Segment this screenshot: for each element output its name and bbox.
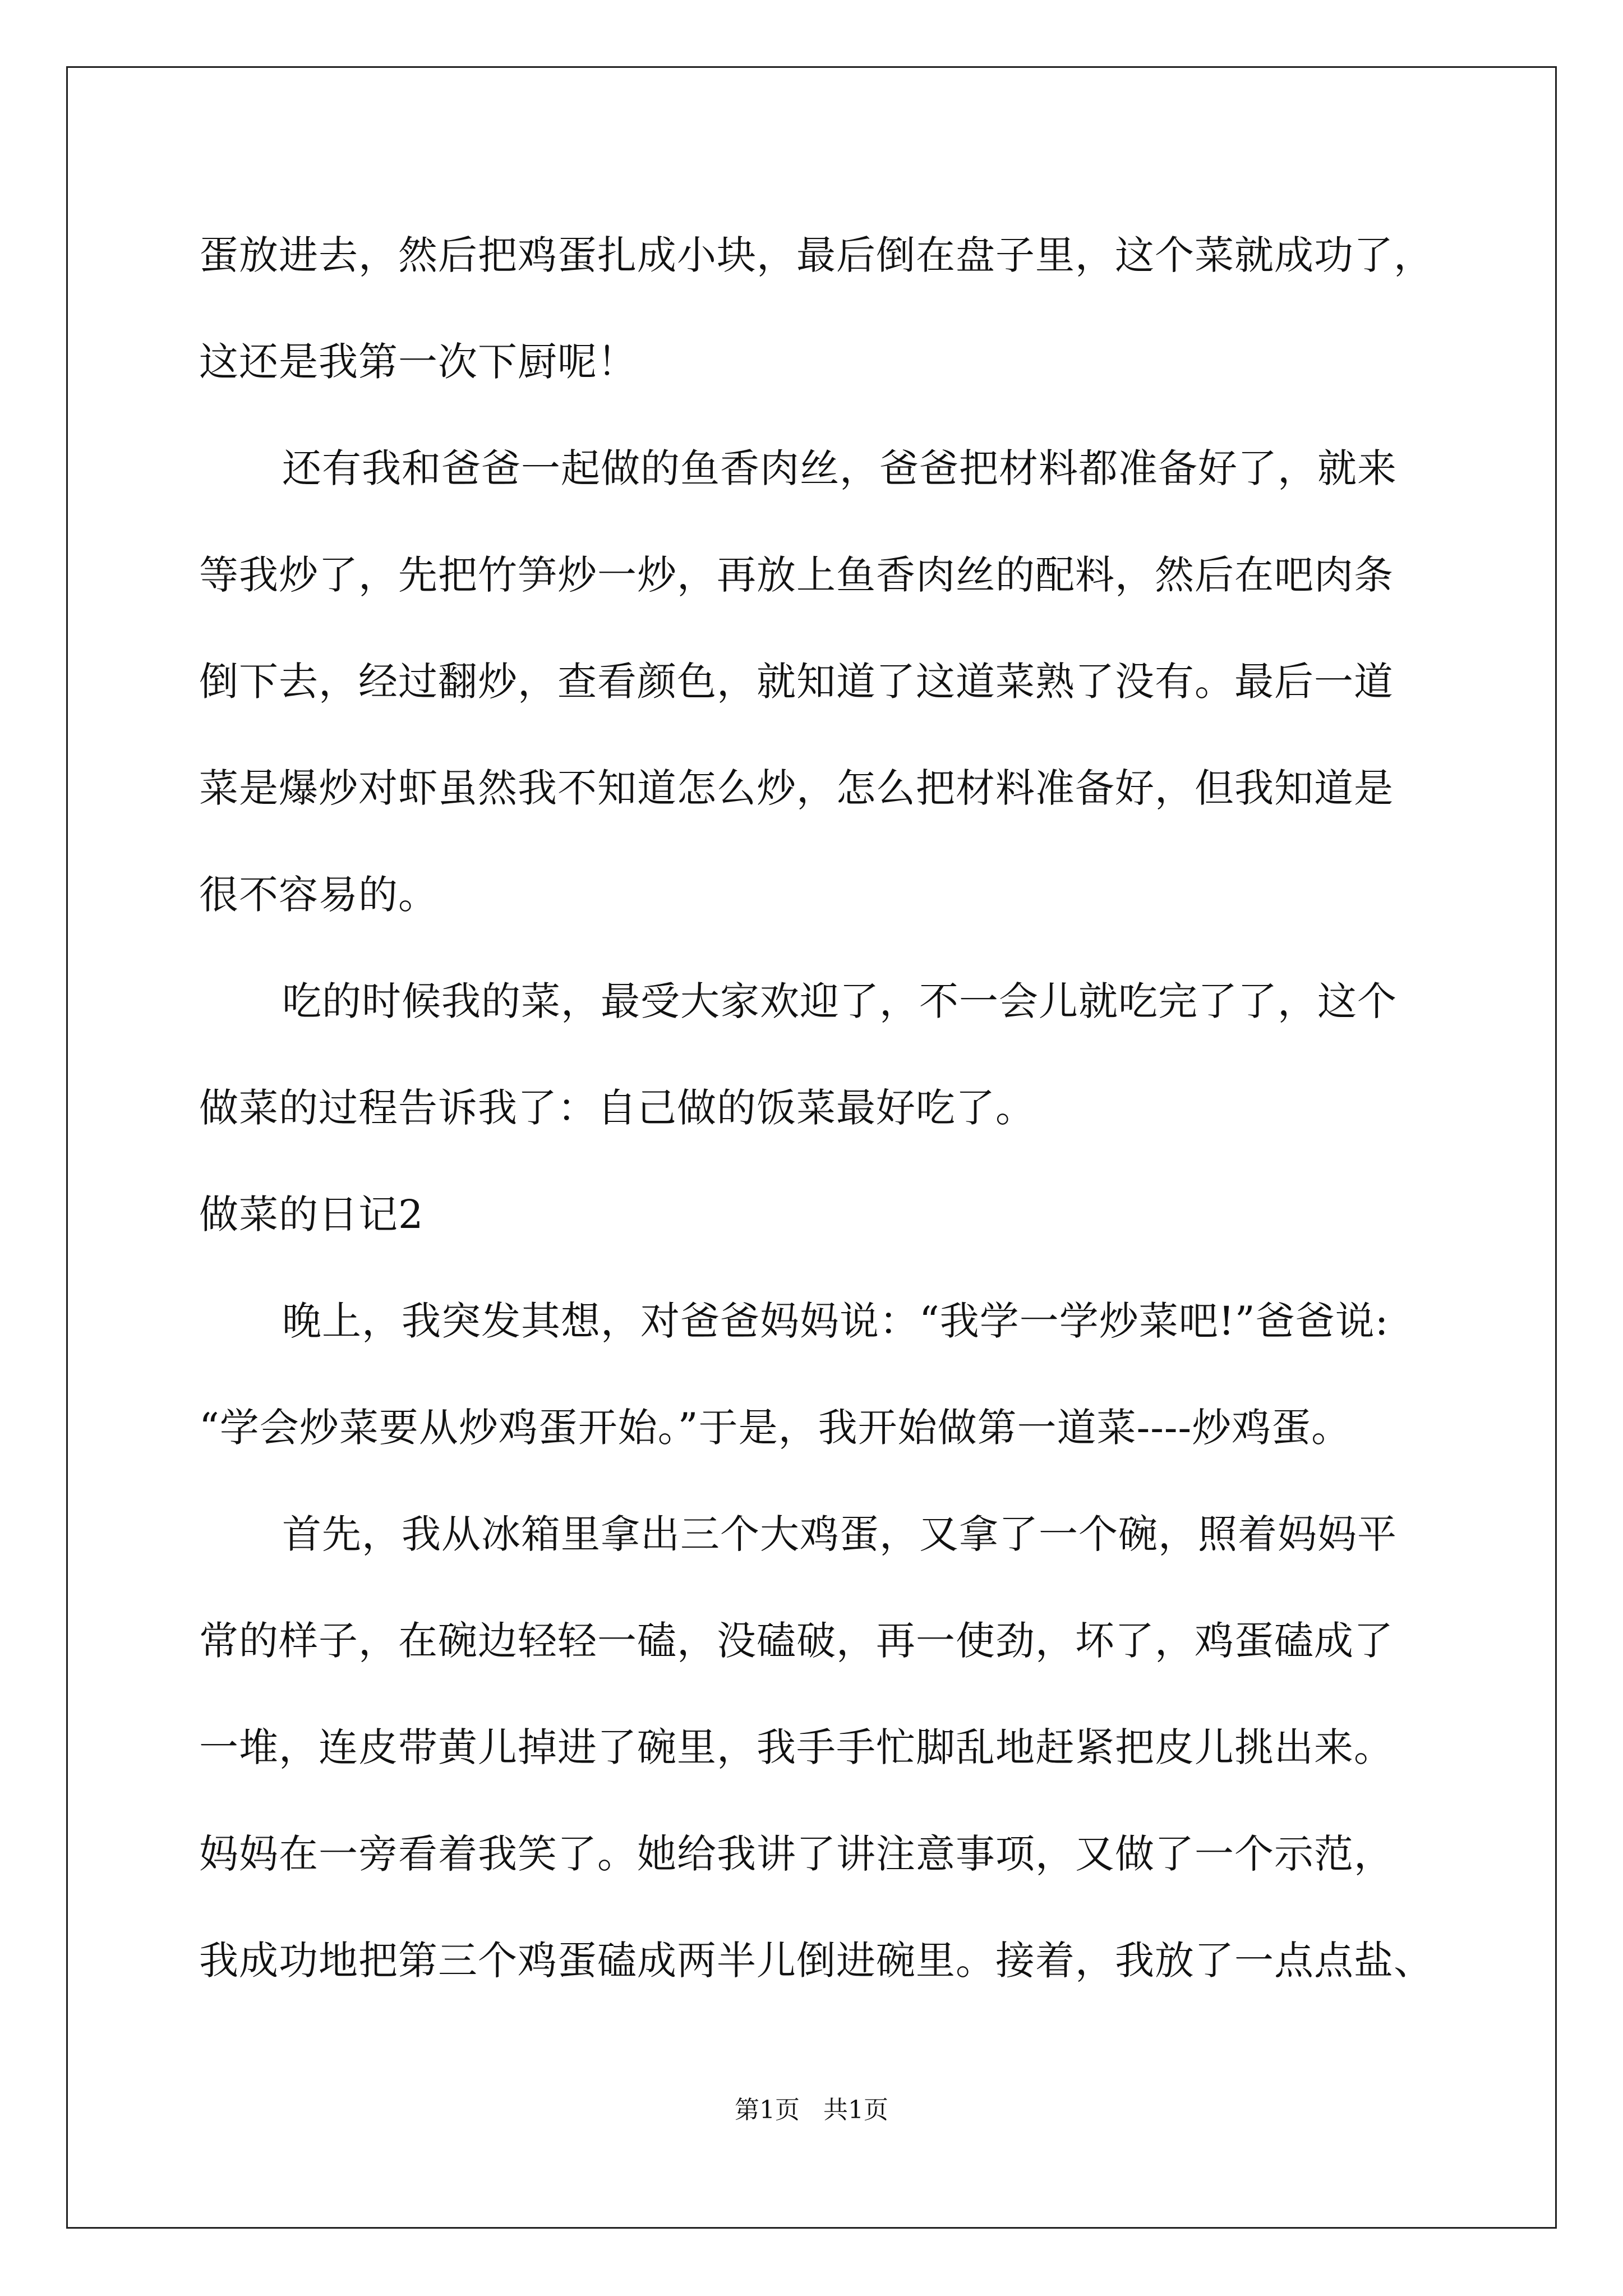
text-line: 一堆，连皮带黄儿掉进了碗里，我手手忙脚乱地赶紧把皮儿挑出来。 (199, 1724, 1394, 1770)
text-line: 妈妈在一旁看着我笑了。她给我讲了讲注意事项，又做了一个示范， (199, 1831, 1394, 1877)
text-line: “学会炒菜要从炒鸡蛋开始。”于是，我开始做第一道菜----炒鸡蛋。 (199, 1405, 1352, 1451)
section-heading: 做菜的日记2 (199, 1191, 424, 1237)
text-line: 等我炒了，先把竹笋炒一炒，再放上鱼香肉丝的配料，然后在吧肉条 (199, 552, 1394, 598)
page-footer: 第1页 共1页 (735, 2096, 888, 2124)
text-line: 很不容易的。 (199, 872, 438, 918)
text-line: 菜是爆炒对虾虽然我不知道怎么炒，怎么把材料准备好，但我知道是 (199, 765, 1394, 811)
paragraph-start-line: 还有我和爸爸一起做的鱼香肉丝，爸爸把材料都准备好了，就来 (282, 445, 1397, 491)
text-line: 我成功地把第三个鸡蛋磕成两半儿倒进碗里。接着，我放了一点点盐、 (199, 1938, 1433, 1984)
text-line: 常的样子，在碗边轻轻一磕，没磕破，再一使劲，坏了，鸡蛋磕成了 (199, 1618, 1394, 1664)
paragraph-start-line: 首先，我从冰箱里拿出三个大鸡蛋，又拿了一个碗，照着妈妈平 (282, 1511, 1397, 1557)
text-line: 蛋放进去，然后把鸡蛋扎成小块，最后倒在盘子里，这个菜就成功了， (199, 232, 1433, 278)
text-line: 做菜的过程告诉我了：自己做的饭菜最好吃了。 (199, 1085, 1035, 1131)
paragraph-start-line: 吃的时候我的菜，最受大家欢迎了，不一会儿就吃完了了，这个 (282, 978, 1397, 1024)
paragraph-start-line: 晚上，我突发其想，对爸爸妈妈说：“我学一学炒菜吧!”爸爸说: (282, 1298, 1389, 1344)
text-line: 这还是我第一次下厨呢！ (199, 339, 637, 385)
text-line: 倒下去，经过翻炒，查看颜色，就知道了这道菜熟了没有。最后一道 (199, 659, 1394, 705)
